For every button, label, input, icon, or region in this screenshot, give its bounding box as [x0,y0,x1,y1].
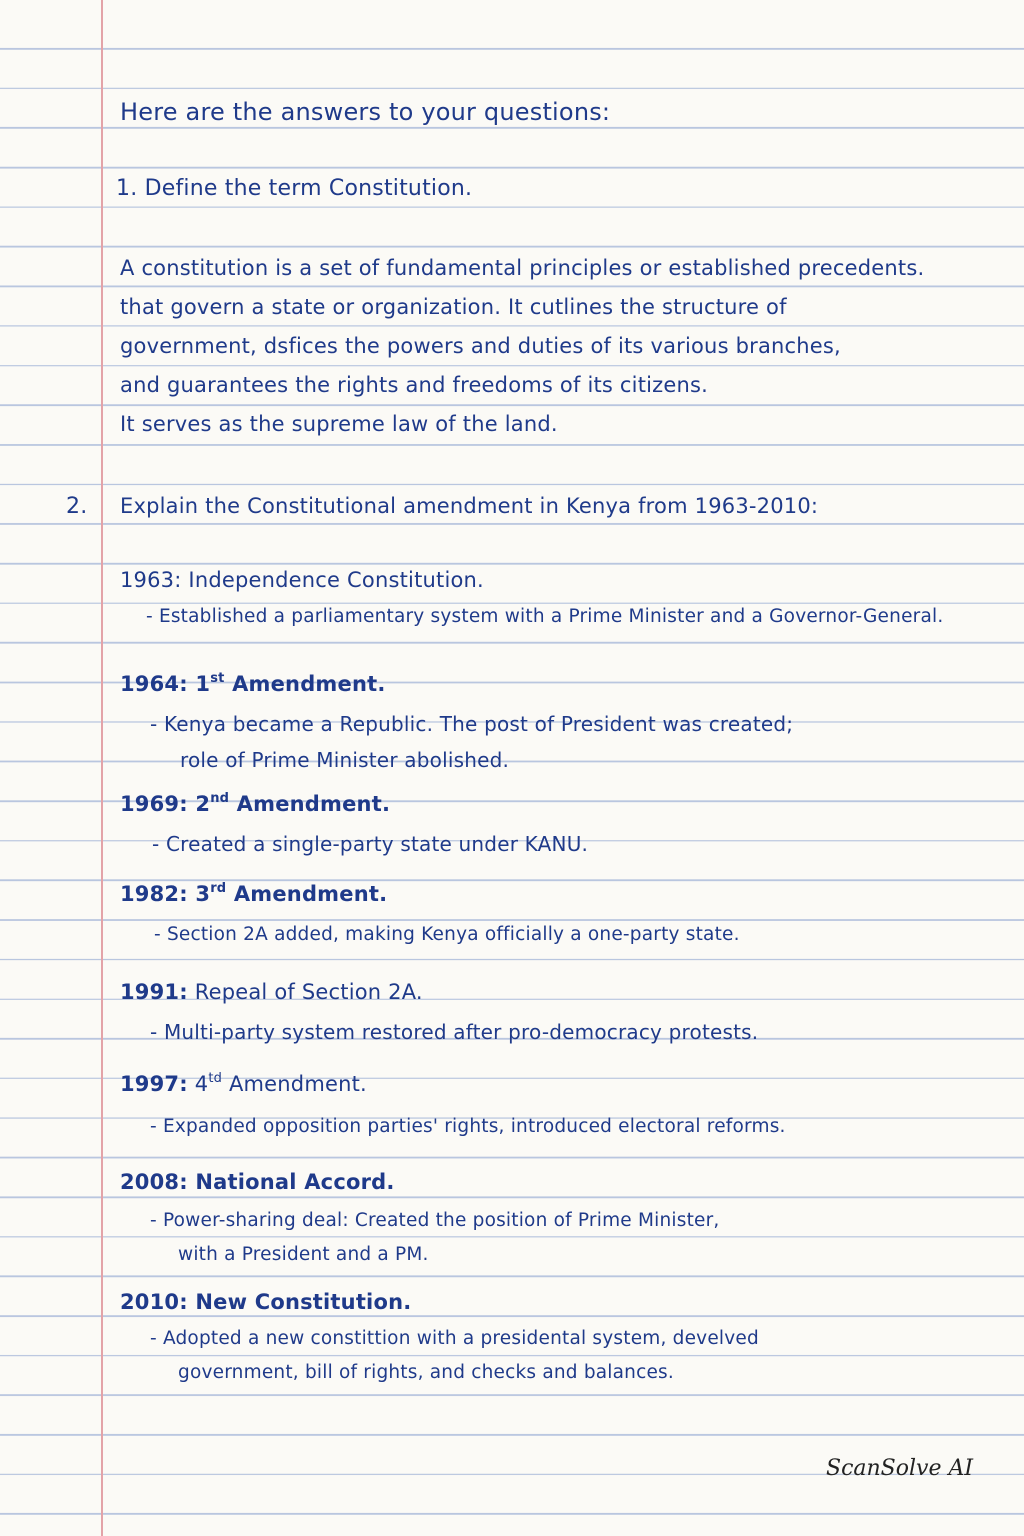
event-detail: - Kenya became a Republic. The post of President was created; [150,712,794,736]
q2-heading: Explain the Constitutional amendment in Kenya from 1963-2010: [120,494,819,518]
event-title: Amendment. [232,672,386,696]
event-title: Repeal of Section 2A. [194,980,423,1004]
event-year: 2010: [120,1290,188,1314]
event-title: New Constitution. [195,1290,412,1314]
event-detail: - Power-sharing deal: Created the position of Prime Minister, [150,1210,720,1231]
event-detail: - Section 2A added, making Kenya officially a one-party state. [154,924,740,945]
q1-line: that govern a state or organization. It cutlines the structure of [120,295,787,319]
event-heading-2010 [120,1290,411,1314]
event-title: Amendment. [236,792,391,816]
event-ordinal: 2nd [195,791,230,816]
q1-line: It serves as the supreme law of the land. [120,412,558,436]
event-heading-1991 [120,980,423,1004]
event-detail: - Established a parliamentary system with a Prime Minister and a Governor-General. [146,606,944,627]
event-title: Amendment. [228,1072,367,1096]
event-title: National Accord. [195,1170,395,1194]
event-detail: government, bill of rights, and checks and balances. [178,1362,674,1383]
event-detail: - Multi-party system restored after pro-democracy protests. [150,1020,759,1044]
event-detail: role of Prime Minister abolished. [180,748,510,772]
event-title: Independence Constitution. [188,568,484,592]
event-year: 1963: [120,568,182,592]
q1-line: A constitution is a set of fundamental principles or established precedents. [120,256,925,280]
intro-line: Here are the answers to your questions: [120,98,611,126]
event-detail: with a President and a PM. [178,1244,429,1265]
event-ordinal: 1st [195,671,225,696]
event-year: 2008: [120,1170,188,1194]
event-heading-2008 [120,1170,395,1194]
event-detail: - Expanded opposition parties' rights, introduced electoral reforms. [150,1116,786,1137]
q1-heading: 1. Define the term Constitution. [116,176,473,201]
event-year: 1982: [120,882,188,906]
event-year: 1969: [120,792,188,816]
q1-line: and guarantees the rights and freedoms of its citizens. [120,373,709,397]
event-ordinal: 3rd [195,881,227,906]
event-detail: - Adopted a new constittion with a presidental system, develved [150,1328,759,1349]
event-heading-1964 [120,672,386,696]
scansolve-signature: ScanSolve AI [826,1456,974,1481]
event-heading-1997 [120,1072,367,1096]
event-heading-1969 [120,792,390,816]
event-ordinal: $4^{td}$ [194,1071,223,1096]
event-heading-1963 [120,568,484,592]
q1-line: government, dsfices the powers and duties of its various branches, [120,334,841,358]
q2-number: 2. [66,494,88,519]
event-heading-1982 [120,882,387,906]
event-title: Amendment. [233,882,388,906]
event-year: 1991: [120,980,188,1004]
event-year: 1997: [120,1072,188,1096]
event-year: 1964: [120,672,188,696]
event-detail: - Created a single-party state under KANU. [152,832,589,856]
